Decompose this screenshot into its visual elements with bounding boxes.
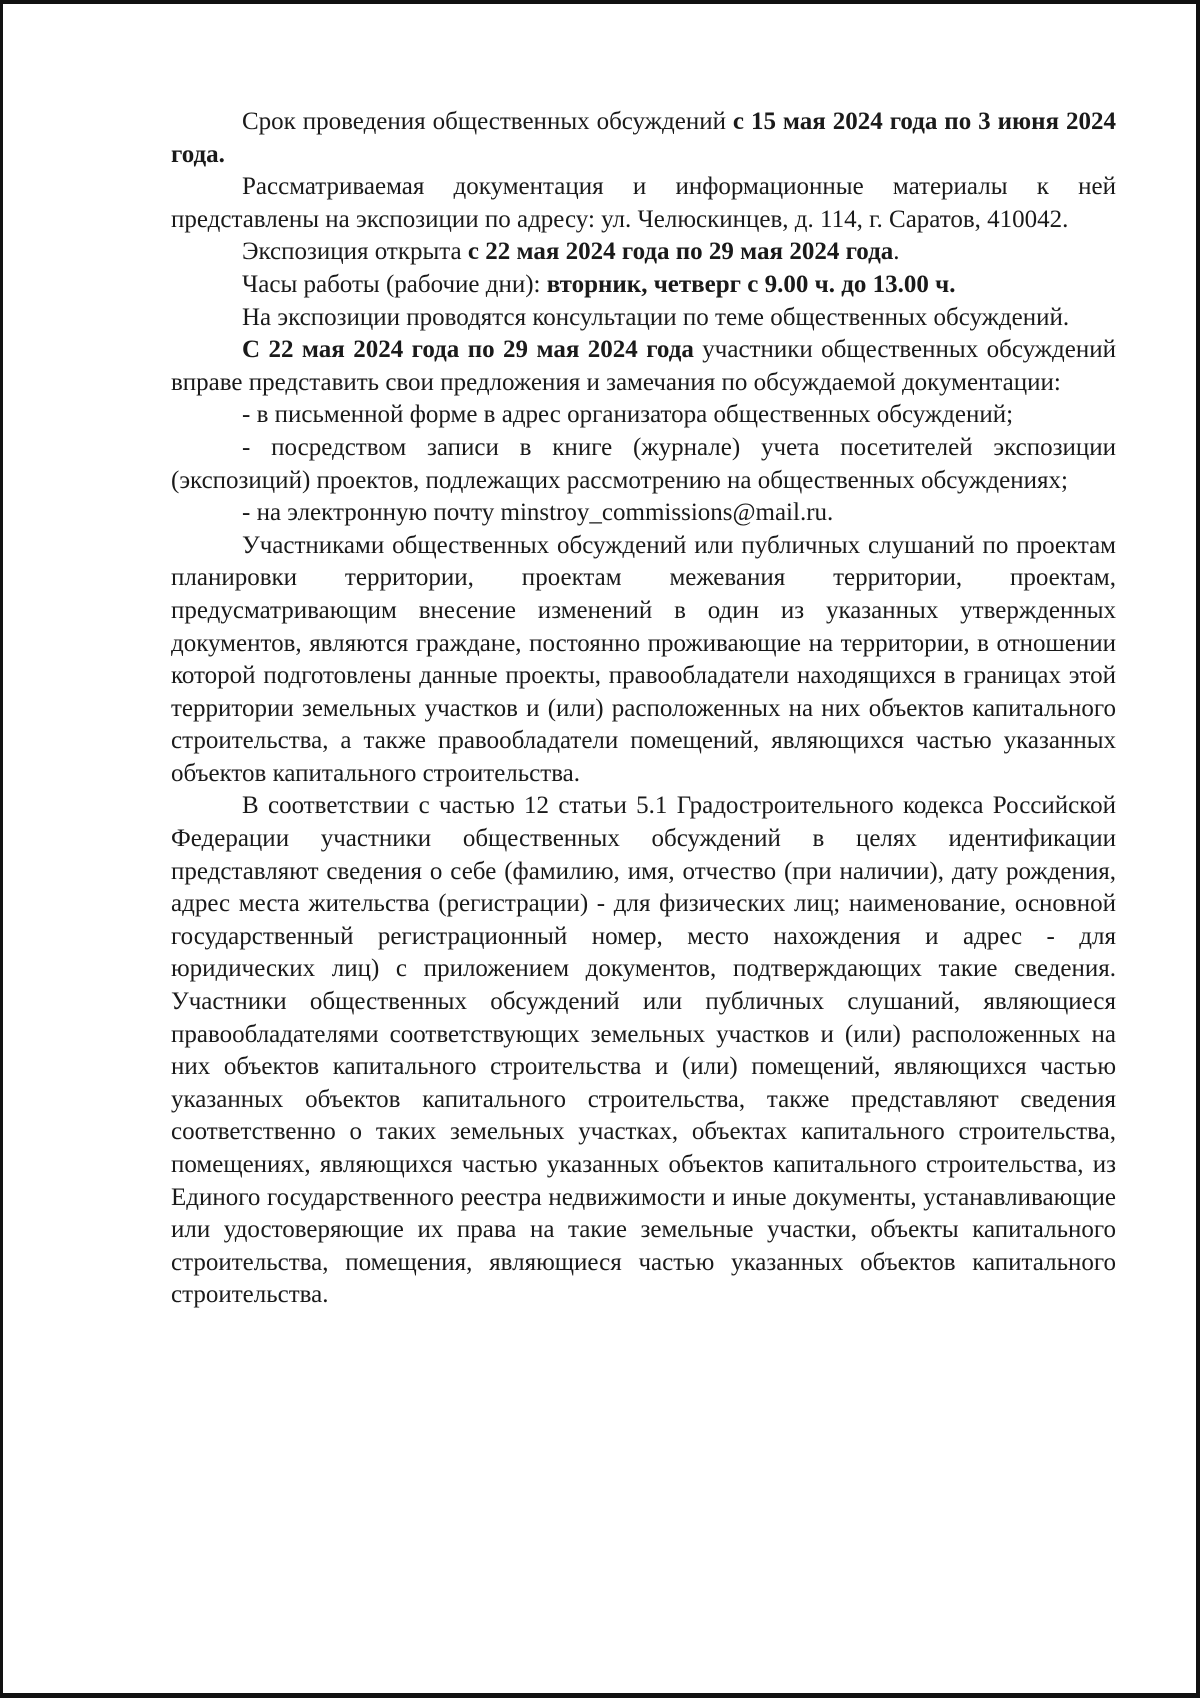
scan-border-top — [0, 0, 1200, 4]
paragraph-identification: В соответствии с частью 12 статьи 5.1 Градостроительного кодекса Российской Федерации участники общественных обсуждений в целях идентификации представляют сведения о себе (фамилию, имя, отчество (при наличии), дату рождения, адрес места жительства (регистрации) - для физических лиц; наименование, основной государственный регистрационный номер, место нахождения и адрес - для юридических лиц) с приложением документов, подтверждающих такие сведения. Участники общественных обсуждений или публичных слушаний, являющиеся правообладателями соответствующих земельных участков и (или) расположенных на них объектов капитального строительства и (или) помещений, являющихся частью указанных объектов капитального строительства, также представляют сведения соответственно о таких земельных участках, объектах капитального строительства, помещениях, являющихся частью указанных объектов капитального строительства, из Единого государственного реестра недвижимости и иные документы, устанавливающие или удостоверяющие их права на такие земельные участки, объекты капитального строительства, помещения, являющиеся частью указанных объектов капитального строительства. — [171, 792, 1116, 1309]
document-page — [171, 106, 1116, 1312]
paragraph-exposition-address: Рассматриваемая документация и информационные материалы к ней представлены на экспозиции по адресу: ул. Челюскинцев, д. 114, г. Саратов, 410042. — [171, 173, 1116, 233]
discussion-period-dates: с 15 мая 2024 года по 3 июня 2024 года. — [171, 108, 1116, 168]
paragraph-participants: Участниками общественных обсуждений или публичных слушаний по проектам планировки территории, проектам межевания территории, проектам, предусматривающим внесение изменений в один из указанных утвержденных документов, являются граждане, постоянно проживающие на территории, в отношении которой подготовлены данные проекты, правообладатели находящихся в границах этой территории земельных участков и (или) расположенных на них объектов капитального строительства, а также правообладатели помещений, являющихся частью указанных объектов капитального строительства. — [171, 531, 1116, 787]
scan-border-bottom — [0, 1693, 1200, 1698]
working-hours-value: вторник, четверг с 9.00 ч. до 13.00 ч. — [546, 270, 956, 298]
scan-border-right — [1196, 0, 1200, 1698]
bullet-written-form: - в письменной форме в адрес организатора общественных обсуждений; — [242, 401, 1014, 429]
proposals-period-text: участники общественных обсуждений вправе представить свои предложения и замечания по обсуждаемой документации: — [171, 336, 1117, 396]
paragraph-consultations: На экспозиции проводятся консультации по теме общественных обсуждений. — [242, 303, 1070, 331]
bullet-visitor-book: - посредством записи в книге (журнале) учета посетителей экспозиции (экспозиций) проектов, подлежащих рассмотрению на общественных обсуждениях; — [171, 433, 1116, 494]
paragraph-discussion-period — [171, 106, 1116, 171]
bullet-email: - на электронную почту minstroy_commissions@mail.ru. — [242, 499, 834, 527]
working-hours-text: Часы работы (рабочие дни): — [242, 270, 547, 298]
exposition-open-dates: с 22 мая 2024 года по 29 мая 2024 года — [467, 238, 894, 266]
scan-border-left — [0, 0, 3, 1698]
paragraph-working-hours — [171, 269, 1116, 302]
exposition-open-text: Экспозиция открыта — [242, 238, 468, 266]
paragraph-exposition-open — [171, 236, 1116, 269]
paragraph-proposals-period — [171, 334, 1116, 399]
discussion-period-text: Срок проведения общественных обсуждений — [242, 108, 733, 135]
exposition-open-period: . — [893, 238, 900, 266]
proposals-period-dates: С 22 мая 2024 года по 29 мая 2024 года — [242, 336, 694, 364]
